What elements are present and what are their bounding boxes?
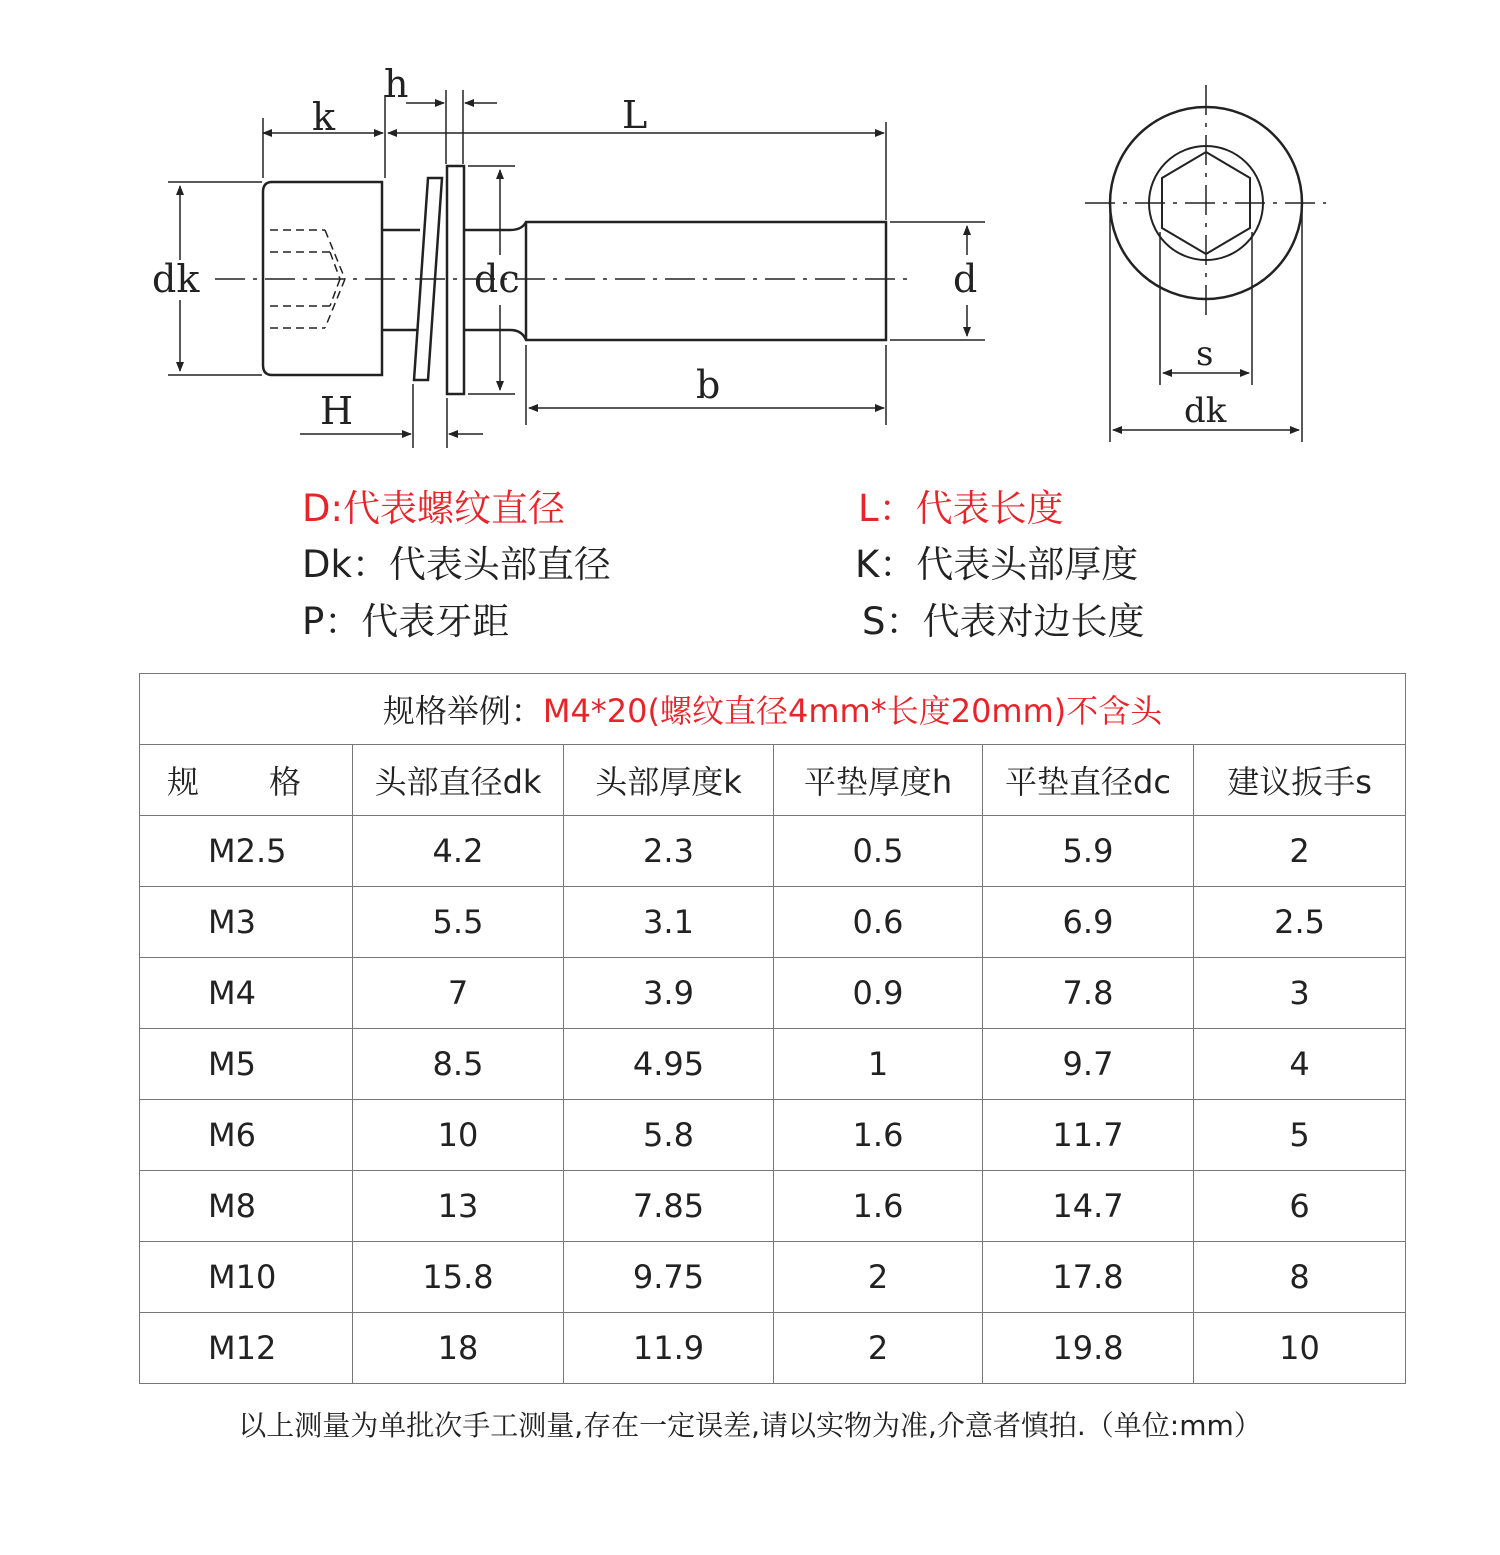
screw-drawing (0, 0, 1500, 470)
cell-k: 5.8 (564, 1100, 774, 1171)
table-caption (140, 674, 1406, 745)
cell-dc: 11.7 (983, 1100, 1194, 1171)
cell-k: 3.9 (564, 958, 774, 1029)
cell-h: 0.5 (774, 816, 983, 887)
flat-washer (447, 166, 464, 394)
header-h: 平垫厚度h (774, 745, 983, 816)
cell-dk: 5.5 (353, 887, 564, 958)
cell-s: 5 (1194, 1100, 1406, 1171)
cell-s: 2 (1194, 816, 1406, 887)
header-spec-a: 规 (167, 763, 200, 801)
cell-dc: 14.7 (983, 1171, 1194, 1242)
cell-h: 1.6 (774, 1100, 983, 1171)
label-dc: dc (474, 257, 520, 301)
header-spec (140, 745, 353, 816)
label-b: b (696, 363, 721, 407)
label-dk-end: dk (1184, 391, 1227, 431)
header-k: 头部厚度k (564, 745, 774, 816)
label-d: d (953, 257, 978, 301)
cell-h: 2 (774, 1242, 983, 1313)
legend-dk: Dk：代表头部直径 (302, 543, 611, 586)
cell-spec: M5 (140, 1029, 353, 1100)
cell-h: 2 (774, 1313, 983, 1384)
label-L: L (622, 93, 648, 137)
cell-k: 4.95 (564, 1029, 774, 1100)
side-view (215, 166, 915, 394)
cell-dc: 17.8 (983, 1242, 1194, 1313)
spec-table (139, 673, 1406, 1384)
screw-shank (510, 222, 886, 340)
cell-spec: M3 (140, 887, 353, 958)
cell-spec: M4 (140, 958, 353, 1029)
end-view (1085, 85, 1326, 442)
cell-spec: M12 (140, 1313, 353, 1384)
cell-dk: 13 (353, 1171, 564, 1242)
label-H: H (320, 389, 354, 433)
caption-lead: 规格举例： (382, 692, 543, 730)
label-h: h (384, 62, 409, 106)
table-row (140, 887, 1406, 958)
table-caption-row (140, 674, 1406, 745)
cell-h: 0.9 (774, 958, 983, 1029)
cell-s: 3 (1194, 958, 1406, 1029)
legend-p: P：代表牙距 (302, 600, 510, 643)
footnote: 以上测量为单批次手工测量,存在一定误差,请以实物为准,介意者慎拍.（单位:mm） (238, 1409, 1262, 1442)
cell-dc: 6.9 (983, 887, 1194, 958)
label-dk-side: dk (152, 257, 200, 301)
cell-k: 7.85 (564, 1171, 774, 1242)
legend-l: L：代表长度 (858, 487, 1064, 530)
cell-dk: 15.8 (353, 1242, 564, 1313)
cell-s: 8 (1194, 1242, 1406, 1313)
dimension-lines (168, 90, 985, 448)
cell-dc: 9.7 (983, 1029, 1194, 1100)
table-row (140, 958, 1406, 1029)
cell-spec: M6 (140, 1100, 353, 1171)
cell-dk: 4.2 (353, 816, 564, 887)
cell-dk: 8.5 (353, 1029, 564, 1100)
table-row (140, 816, 1406, 887)
cell-dc: 19.8 (983, 1313, 1194, 1384)
legend-k: K：代表头部厚度 (855, 543, 1139, 586)
table-row (140, 1100, 1406, 1171)
cell-k: 11.9 (564, 1313, 774, 1384)
header-dk: 头部直径dk (353, 745, 564, 816)
cell-dk: 7 (353, 958, 564, 1029)
cell-k: 9.75 (564, 1242, 774, 1313)
cell-s: 6 (1194, 1171, 1406, 1242)
legend-s: S：代表对边长度 (862, 600, 1145, 643)
table-header-row (140, 745, 1406, 816)
table-row (140, 1242, 1406, 1313)
cell-s: 2.5 (1194, 887, 1406, 958)
table-row (140, 1029, 1406, 1100)
cell-dk: 10 (353, 1100, 564, 1171)
cell-h: 1 (774, 1029, 983, 1100)
cell-spec: M2.5 (140, 816, 353, 887)
table-row (140, 1171, 1406, 1242)
cell-h: 0.6 (774, 887, 983, 958)
cell-spec: M10 (140, 1242, 353, 1313)
header-s: 建议扳手s (1194, 745, 1406, 816)
cell-h: 1.6 (774, 1171, 983, 1242)
cell-dc: 5.9 (983, 816, 1194, 887)
cell-dk: 18 (353, 1313, 564, 1384)
cell-spec: M8 (140, 1171, 353, 1242)
cell-k: 3.1 (564, 887, 774, 958)
cell-s: 10 (1194, 1313, 1406, 1384)
legend-d: D:代表螺纹直径 (302, 487, 565, 530)
header-dc: 平垫直径dc (983, 745, 1194, 816)
label-s: s (1196, 334, 1214, 374)
header-spec-b: 格 (269, 763, 302, 801)
cell-dc: 7.8 (983, 958, 1194, 1029)
table-row (140, 1313, 1406, 1384)
cell-s: 4 (1194, 1029, 1406, 1100)
cell-k: 2.3 (564, 816, 774, 887)
caption-example: M4*20(螺纹直径4mm*长度20mm)不含头 (542, 692, 1163, 730)
dimension-labels (152, 62, 1227, 433)
label-k: k (312, 95, 336, 139)
